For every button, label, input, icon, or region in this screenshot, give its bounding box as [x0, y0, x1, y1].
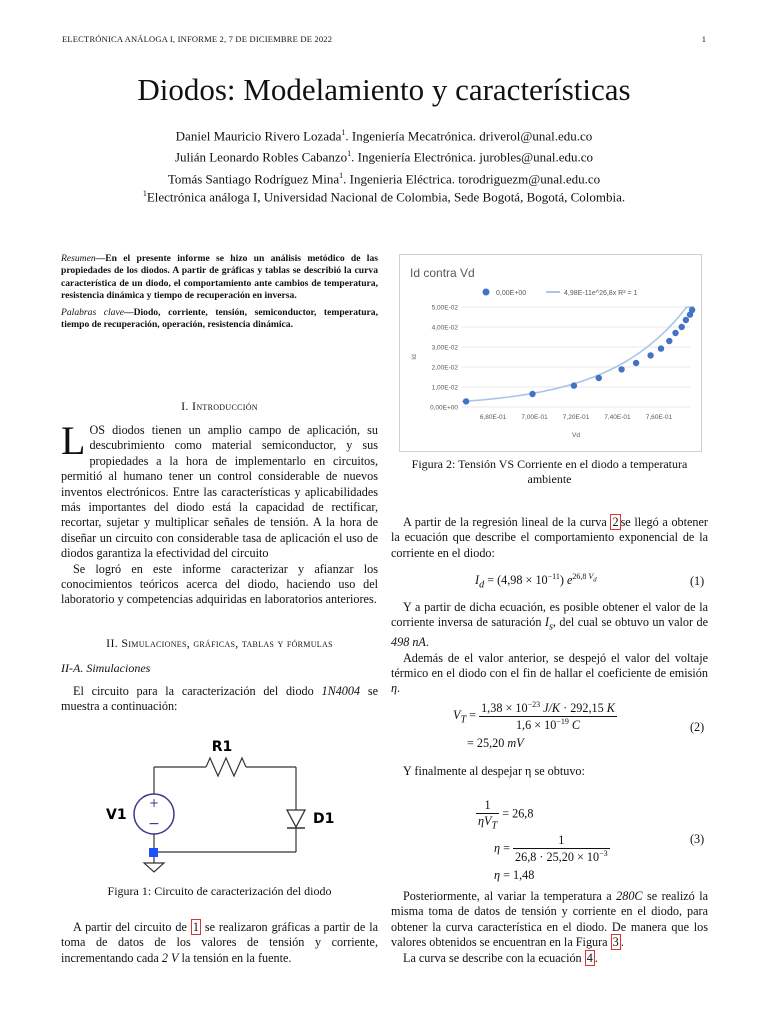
equation-3-number: (3): [690, 832, 705, 846]
equation-1: $I_d = (4,98 \times 10^{-11})$ $e^{26,8 V_d}$: [475, 572, 597, 591]
author-line: [0, 145, 768, 166]
equation-ref-link[interactable]: 4: [586, 950, 593, 965]
data-point: [529, 391, 535, 397]
y-tick-label: 2,00E-02: [431, 364, 458, 372]
author-name: Daniel Mauricio Rivero Lozada: [175, 128, 342, 144]
author-sup: 1: [339, 170, 344, 180]
ground-icon: [144, 863, 164, 872]
label-r1: R1: [211, 739, 233, 755]
affiliation: [0, 189, 768, 205]
data-point: [647, 352, 653, 358]
data-point: [689, 307, 695, 313]
y-tick-label: 1,00E-02: [431, 384, 458, 392]
abstract: [61, 253, 378, 332]
diode-part-number: 1N4004: [321, 684, 361, 698]
data-point: [666, 338, 672, 344]
section-heading-simulaciones: II. Simulaciones, gráficas, tablas y fórmulas: [106, 636, 333, 650]
author-sup: 1: [341, 128, 346, 137]
x-tick-label: 7,40E-01: [604, 414, 631, 421]
chart-frame: [399, 254, 702, 452]
figure2-caption: Figura 2: Tensión VS Corriente en el diodo a temperatura ambiente: [411, 457, 688, 486]
y-tick-label: 3,00E-02: [431, 344, 458, 352]
subsection-heading: II-A. Simulaciones: [61, 661, 151, 675]
circuit-paragraph: A partir del circuito de 1 se realizaron gráficas a partir de la toma de datos de los valores de tensión y corriente, incrementando cada 2 V la tensión en la fuente.: [61, 920, 378, 965]
author-list: [0, 124, 768, 188]
equation-2-number: (2): [690, 720, 705, 734]
author-line: [0, 124, 768, 145]
data-point: [463, 398, 469, 404]
figure-ref-link[interactable]: 2: [612, 515, 619, 529]
plus-sign: +: [148, 796, 160, 810]
minus-sign: −: [148, 816, 160, 832]
figure-ref-link[interactable]: 3: [612, 935, 619, 950]
simulaciones-paragraph: El circuito para la caracterización del diodo 1N4004 se muestra a continuación:: [61, 684, 378, 714]
affiliation-text: Electrónica análoga I, Universidad Nacional de Colombia, Sede Bogotá, Bogotá, Colombia.: [146, 189, 626, 205]
data-point: [596, 375, 602, 381]
equation-2: $V_T$ = $\frac{1,38 \times 10^{-23} J/K \cdot 292,15 K}{1,6 \times 10^{-19} C}$ = 25,20 mV: [453, 700, 615, 751]
chart-svg: [400, 255, 701, 451]
author-info: . Ingeniería Electrónica. jurobles@unal.edu.co: [351, 149, 594, 165]
data-point: [571, 382, 577, 388]
y-tick-label: 4,00E-02: [431, 324, 458, 332]
y-axis-label: Id: [411, 354, 418, 360]
x-tick-label: 6,80E-01: [479, 414, 507, 421]
author-name: Tomás Santiago Rodríguez Mina: [167, 170, 340, 186]
dropcap: L: [61, 418, 86, 463]
legend-label: 4,98E-11e^26,8x R² = 1: [564, 290, 638, 297]
x-tick-label: 7,60E-01: [645, 414, 673, 421]
data-point: [672, 330, 678, 336]
diode-d1: [287, 810, 305, 827]
intro-body: [61, 418, 378, 608]
author-line: [0, 167, 768, 188]
section-heading-introduccion: I. Introducción: [181, 399, 258, 413]
equation-3: $\frac{1}{\eta V_T}$ = 26,8 η = $\frac{1}{26,8 \cdot 25,20 \times 10^{-3}}$ η = 1,48: [478, 798, 608, 882]
abstract-text: —En el presente informe se hizo un análisis metódico de las propiedades de los diodos. A partir de gráficas y tablas se describió la curva característica de un diodo, el comportamiento ante cambios de temperatura, resistencia dinámica y tiempo de recuperación en inversa.: [61, 253, 378, 301]
chart-title: Id contra Vd: [410, 266, 475, 280]
data-point: [683, 317, 689, 323]
equation-1-number: (1): [690, 574, 705, 588]
y-tick-label: 5,00E-02: [431, 304, 458, 312]
keywords-text: —Diodo, corriente, tensión, semiconductor, temperatura, tiempo de recuperación, operación, resistencia dinámica.: [61, 307, 378, 331]
author-sup: 1: [347, 149, 352, 159]
keywords-label: Palabras clave: [61, 307, 124, 319]
running-head: ELECTRÓNICA ANÁLOGA I, INFORME 2, 7 DE DICIEMBRE DE 2022: [62, 34, 333, 44]
x-tick-label: 7,00E-01: [521, 414, 548, 421]
paper-title: Diodos: Modelamiento y características: [137, 72, 631, 107]
author-info: . Ingeniería Mecatrónica. driverol@unal.edu.co: [345, 128, 593, 144]
page-number: 1: [701, 34, 706, 44]
intro-paragraph-2: Se logró en este informe caracterizar y afianzar los conocimientos teóricos acerca del diodo, haciendo uso del laboratorio y competencias adquiridas en laboratorios anteriores.: [61, 561, 378, 607]
x-tick-label: 7,20E-01: [562, 414, 590, 421]
label-d1: D1: [313, 811, 335, 827]
eta-intro: Y finalmente al despejar η se obtuvo:: [403, 764, 585, 778]
data-point: [679, 324, 685, 330]
regression-paragraph: A partir de la regresión lineal de la curva 2 se llegó a obtener la ecuación que describe el comportamiento exponencial de la corriente en el diodo:: [391, 515, 708, 560]
abstract-label: Resumen: [61, 253, 96, 264]
legend-marker-icon: [483, 289, 490, 296]
data-point: [633, 360, 639, 366]
figure1-caption: Figura 1: Circuito de caracterización del diodo: [107, 884, 332, 898]
temperature-paragraph: Posteriormente, al variar la temperatura a 280C se realizó la misma toma de datos de tensión y corriente en el diodo, para obtener la curva característica en el diodo. De manera que los valores obtenidos se encuentran en la Figura 3 . La curva se describe con la ecuación 4 .: [391, 889, 708, 965]
resistor-r1: [206, 758, 246, 776]
legend-label: 0,00E+00: [496, 290, 527, 297]
data-point: [618, 366, 624, 372]
circuit-diagram: [88, 730, 353, 880]
x-axis-label: Vd: [572, 432, 580, 439]
ground-node: [149, 848, 158, 857]
intro-paragraph-1: LOS diodos tienen un amplio campo de aplicación, su descubrimiento como material semiconductor, y sus propiedades a la hora de implementarlo en circuitos, permitió al humano tener un control considerable de nuevos inventos electrónicos. Entre las características y aplicabilidades más importantes del diodo está la capacidad de rectificar, recortar, sujetar y multiplicar señales de tensión. A la hora de diseñar un circuito con considerable tasa de aplicación el uso de diodos garantiza la efectividad del circuito: [61, 418, 378, 561]
figure-ref-link[interactable]: 1: [192, 920, 199, 934]
affiliation-sup: 1: [142, 189, 147, 198]
saturation-paragraph: Y a partir de dicha ecuación, es posible obtener el valor de la corriente inversa de saturación $I_s$, del cual se obtuvo un valor de 498 nA. Además de el valor anterior, se despejó el valor del voltaje térmico en el diodo con el fin de hallar el coeficiente de emisión η.: [391, 600, 708, 696]
author-info: . Ingenieria Eléctrica. torodriguezm@unal.edu.co: [343, 170, 601, 186]
label-v1: V1: [106, 807, 127, 823]
y-tick-label: 0,00E+00: [429, 404, 458, 412]
data-point: [658, 345, 664, 351]
author-name: Julián Leonardo Robles Cabanzo: [174, 149, 348, 165]
